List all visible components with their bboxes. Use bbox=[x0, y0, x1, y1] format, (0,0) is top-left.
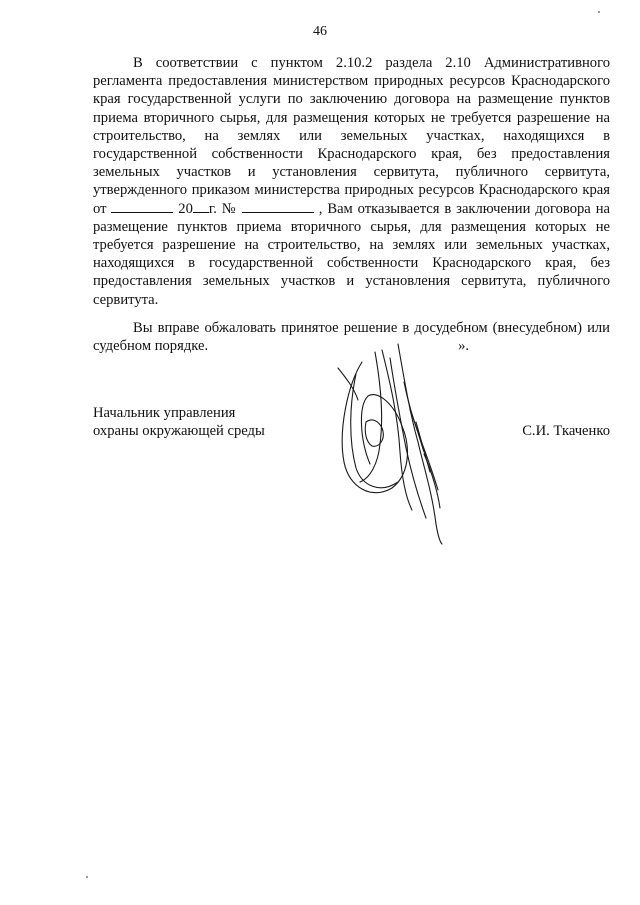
signatory-name: С.И. Ткаченко bbox=[522, 423, 610, 439]
year-suffix: г. № bbox=[208, 200, 237, 217]
signatory-title-line1: Начальник управления bbox=[93, 405, 236, 421]
number-blank bbox=[242, 212, 314, 213]
signatory-title bbox=[93, 404, 265, 440]
page-number: 46 bbox=[313, 24, 327, 39]
closing-quote: ». bbox=[458, 338, 470, 355]
date-blank bbox=[111, 212, 173, 213]
year-prefix: 20 bbox=[178, 200, 193, 217]
paragraph-refusal-tail: , Вам отказывается в заключении договора на размещение пунктов приема вторичного сырья, для размещения которых не требуется разрешение на строительство, на землях или земельных участках, находящихся в государственной собственности Краснодарского края, без предоставления земельных участков и установления сервитута, публичного сервитута. bbox=[93, 200, 610, 308]
paragraph-refusal bbox=[93, 54, 610, 309]
signatory-title-line2: охраны окружающей среды bbox=[93, 423, 265, 440]
scan-speck bbox=[598, 11, 600, 13]
handwritten-signature bbox=[320, 322, 460, 547]
paragraph-refusal-lead: В соответствии с пунктом 2.10.2 раздела 2.10 Административного регламента предоставления министерством природных ресурсов Краснодарского края государственной услуги по заключению договора на размещение пунктов приема вторичного сырья, для размещения которых не требуется разрешение на строительство, на землях или земельных участках, находящихся в государственной собственности Краснодарского края, без предоставления земельных участков и установления сервитута, публичного сервитута, утвержденного приказом министерства природных ресурсов Краснодарского края от bbox=[93, 55, 610, 217]
scan-speck bbox=[86, 876, 88, 878]
paragraph-appeal-text: Вы вправе обжаловать принятое решение в досудебном (внесудебном) или судебном порядке. bbox=[93, 320, 610, 355]
year-blank bbox=[193, 212, 209, 213]
